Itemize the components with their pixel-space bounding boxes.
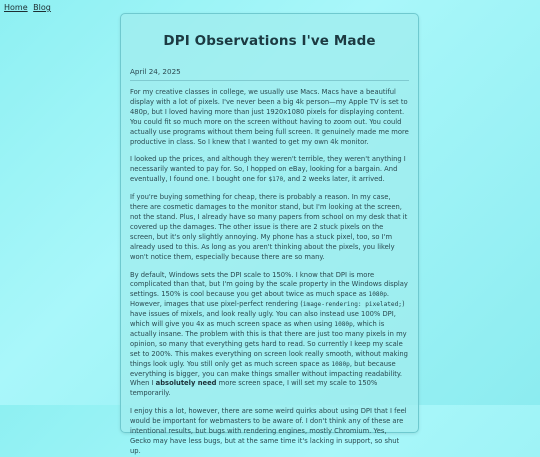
nav-blog-link[interactable]: Blog <box>33 3 51 12</box>
paragraph-4-text-e: , but because everything is bigger, you can make things smaller without impacting readability. When I <box>130 359 403 388</box>
nav-home-link[interactable]: Home <box>4 3 28 12</box>
paragraph-4-text-f: more screen space, I will set my scale to 150% temporarily. <box>130 379 378 398</box>
paragraph-2 <box>130 155 409 185</box>
code-image-rendering: image-rendering: pixelated; <box>302 301 402 309</box>
paragraph-1: For my creative classes in college, we usually use Macs. Macs have a beautiful display with a lot of pixels. I've never been a big 4k person—my Apple TV is set to 480p, but I loved having more than just 1920x1080 pixels for displaying content. You could fit so much more on the screen without having to zoom out. You could actually use programs without them being full screen. It genuinely made me more productive in class. So I knew that I wanted to get my own 4k monitor. <box>130 88 409 146</box>
emphasis-bold: absolutely need <box>155 379 217 388</box>
post-title: DPI Observations I've Made <box>163 33 376 49</box>
paragraph-4-text-b: . However, images that use pixel-perfect rendering ( <box>130 290 390 309</box>
article-card <box>120 13 419 455</box>
paragraph-4-text-a: By default, Windows sets the DPI scale to 150%. I know that DPI is more complicated than that, but I'm going by the scale property in the Windows display settings. 150% is cool because you get about twice as much space as <box>130 270 408 299</box>
paragraph-4-text-c: ) have issues of mixels, and look really ugly. You can also instead use 100% DPI, which will give you 4x as much screen space as when using <box>130 300 405 329</box>
paragraph-4-text-d: , which is actually insane. The problem with this is that there are just too many pixels in my opinion, so many that everything gets hard to read. So currently I keep my scale set to 200%. This makes everything on screen look really smooth, without making things look ugly. You still only get as much screen space as <box>130 320 408 368</box>
code-1080p-b: 1080p <box>334 321 353 329</box>
paragraph-5: I enjoy this a lot, however, there are some weird quirks about using DPI that I feel would be important for webmasters to be aware of. I don't think any of these are intentional results, but bugs with rendering engines, mostly Chromium. Yes, Gecko may have less bugs, but at the same time it's lacking in support, so shut up. <box>130 407 407 455</box>
top-nav <box>4 3 54 13</box>
paragraph-3: If you're buying something for cheap, there is probably a reason. In my case, there are cosmetic damages to the monitor stand, but I'm looking at the screen, not the stand. Plus, I already have so many papers from school on my desk that it covered up the damages. The other issue is there are 2 stuck pixels on the screen, but it's only slightly annoying. My phone has a stuck pixel, too, so I'm already used to this. As long as you aren't thinking about the pixels, you likely won't notice them, especially because there are so many. <box>130 193 408 261</box>
price-code: $170 <box>268 176 284 184</box>
paragraph-2-text-a: I looked up the prices, and although they weren't terrible, they weren't anything I necessarily wanted to pay for. So, I hopped on eBay, looking for a bargain. And eventually, I found one. I bought one for <box>130 155 406 184</box>
paragraph-2-text-b: , and 2 weeks later, it arrived. <box>283 175 385 184</box>
post-date: April 24, 2025 <box>130 67 181 76</box>
code-1080p-c: 1080p <box>331 360 350 368</box>
paragraph-4 <box>130 271 409 400</box>
code-1080p-a: 1080p <box>368 291 387 299</box>
divider <box>130 80 409 81</box>
